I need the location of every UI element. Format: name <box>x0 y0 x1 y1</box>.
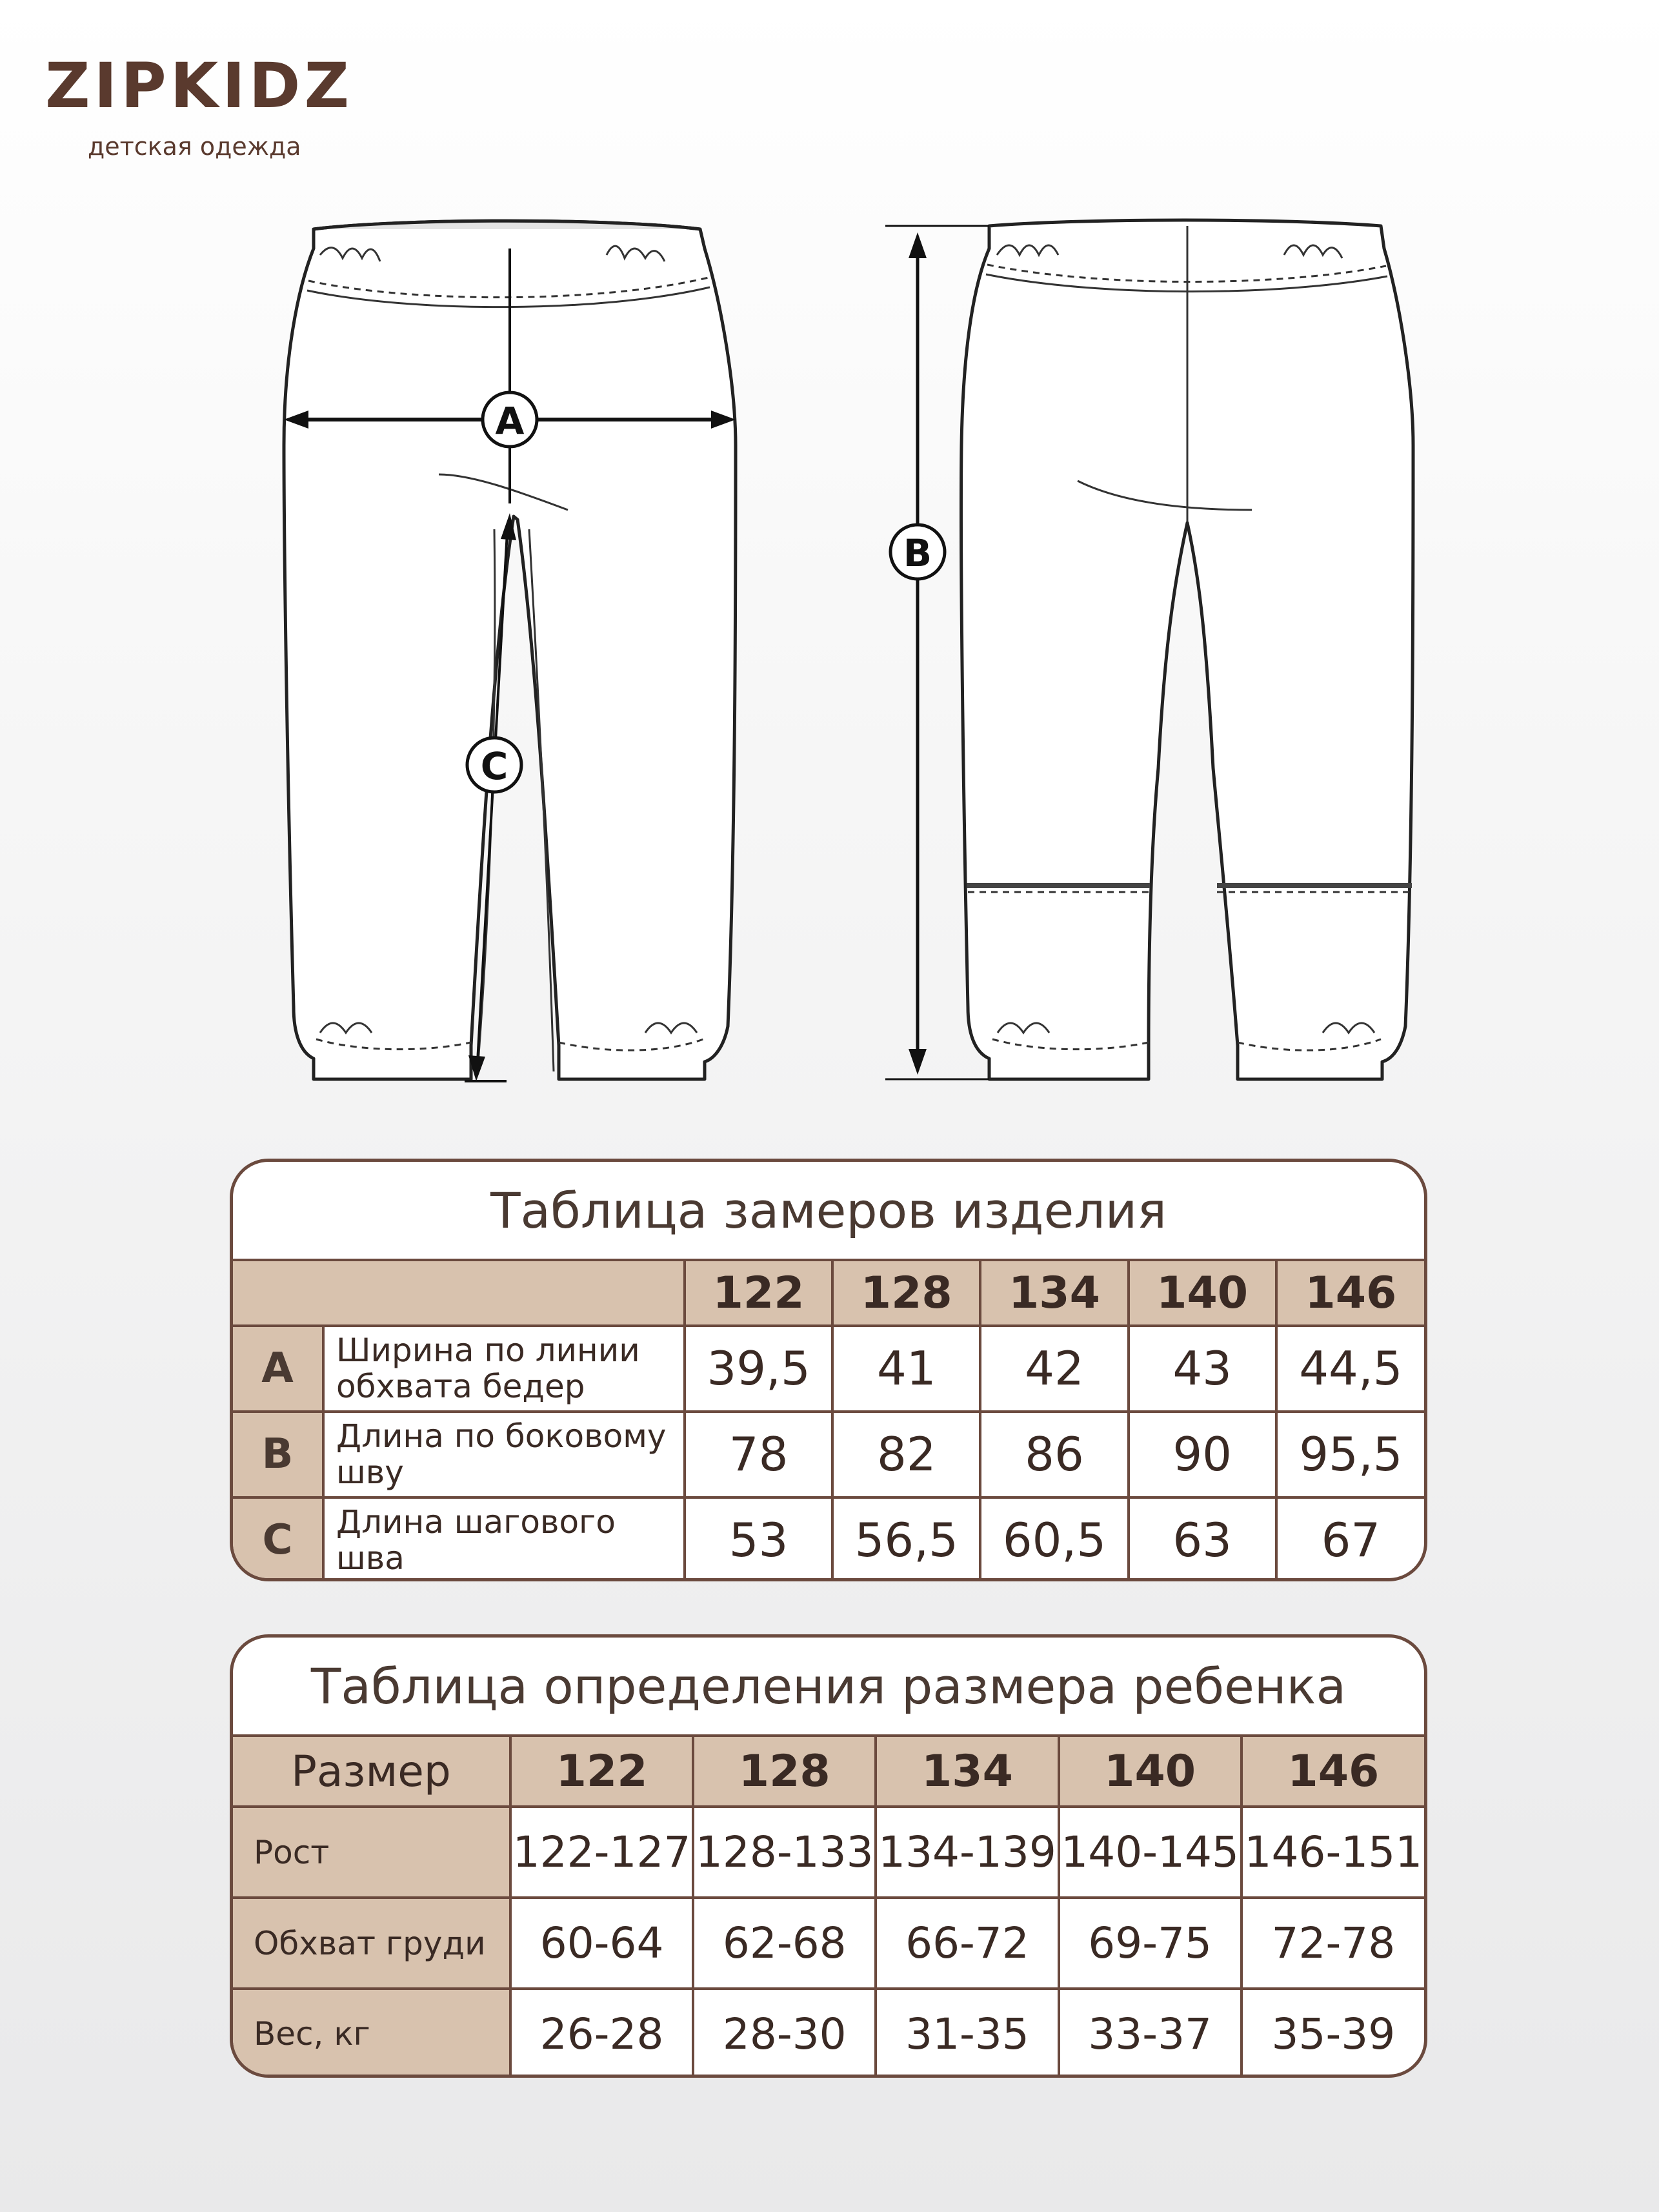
measurement-value: 95,5 <box>1276 1412 1424 1497</box>
size-header: 128 <box>693 1737 876 1807</box>
size-header: 146 <box>1242 1737 1424 1807</box>
size-value: 35-39 <box>1242 1989 1424 2078</box>
measurement-value: 67 <box>1276 1497 1424 1582</box>
measurement-value: 53 <box>685 1497 832 1582</box>
size-header: 122 <box>685 1261 832 1326</box>
size-value: 66-72 <box>876 1898 1058 1989</box>
measurement-value: 41 <box>832 1326 980 1412</box>
table-row <box>233 1326 1424 1412</box>
measurement-value: 82 <box>832 1412 980 1497</box>
row-code: A <box>233 1326 323 1412</box>
size-value: 134-139 <box>876 1807 1058 1898</box>
label-a-badge <box>483 392 537 447</box>
measurements-title: Таблица замеров изделия <box>233 1162 1424 1261</box>
size-value: 146-151 <box>1242 1807 1424 1898</box>
brand-name: ZIPKIDZ <box>45 50 354 122</box>
row-description: Длина по боковому шву <box>323 1412 685 1497</box>
table-row <box>233 1989 1424 2078</box>
size-value: 28-30 <box>693 1989 876 2078</box>
measurements-table <box>230 1159 1427 1581</box>
size-guide-title: Таблица определения размера ребенка <box>233 1638 1424 1737</box>
row-label: Вес, кг <box>233 1989 510 2078</box>
table-row <box>233 1412 1424 1497</box>
size-value: 72-78 <box>1242 1898 1424 1989</box>
label-b-badge <box>890 525 945 579</box>
label-a: A <box>495 399 525 443</box>
size-value: 26-28 <box>510 1989 693 2078</box>
measurement-value: 86 <box>980 1412 1128 1497</box>
size-guide-table <box>230 1634 1427 2078</box>
label-c-badge <box>467 738 521 792</box>
size-value: 122-127 <box>510 1807 693 1898</box>
size-header: 140 <box>1059 1737 1242 1807</box>
table-row <box>233 1898 1424 1989</box>
measurement-value: 63 <box>1129 1497 1276 1582</box>
size-value: 62-68 <box>693 1898 876 1989</box>
measurement-value: 78 <box>685 1412 832 1497</box>
row-label: Обхват груди <box>233 1898 510 1989</box>
row-description: Длина шагового шва <box>323 1497 685 1582</box>
size-header: 122 <box>510 1737 693 1807</box>
table-row <box>233 1497 1424 1582</box>
measurement-value: 42 <box>980 1326 1128 1412</box>
measurement-value: 56,5 <box>832 1497 980 1582</box>
size-label-cell: Размер <box>233 1737 510 1807</box>
size-value: 69-75 <box>1059 1898 1242 1989</box>
size-value: 140-145 <box>1059 1807 1242 1898</box>
size-header: 140 <box>1129 1261 1276 1326</box>
row-label: Рост <box>233 1807 510 1898</box>
measurement-value: 39,5 <box>685 1326 832 1412</box>
measurement-value: 44,5 <box>1276 1326 1424 1412</box>
measurement-value: 60,5 <box>980 1497 1128 1582</box>
measurement-value: 90 <box>1129 1412 1276 1497</box>
size-header: 128 <box>832 1261 980 1326</box>
measurement-value: 43 <box>1129 1326 1276 1412</box>
measurements-corner-cell <box>233 1261 685 1326</box>
size-header: 134 <box>876 1737 1058 1807</box>
size-value: 128-133 <box>693 1807 876 1898</box>
brand-tagline: детская одежда <box>88 132 301 161</box>
row-description: Ширина по линии обхвата бедер <box>323 1326 685 1412</box>
row-code: C <box>233 1497 323 1582</box>
size-header: 134 <box>980 1261 1128 1326</box>
table-row <box>233 1807 1424 1898</box>
size-value: 31-35 <box>876 1989 1058 2078</box>
size-value: 33-37 <box>1059 1989 1242 2078</box>
label-b: B <box>903 531 932 575</box>
label-c: C <box>480 744 508 788</box>
size-value: 60-64 <box>510 1898 693 1989</box>
row-code: B <box>233 1412 323 1497</box>
size-header: 146 <box>1276 1261 1424 1326</box>
